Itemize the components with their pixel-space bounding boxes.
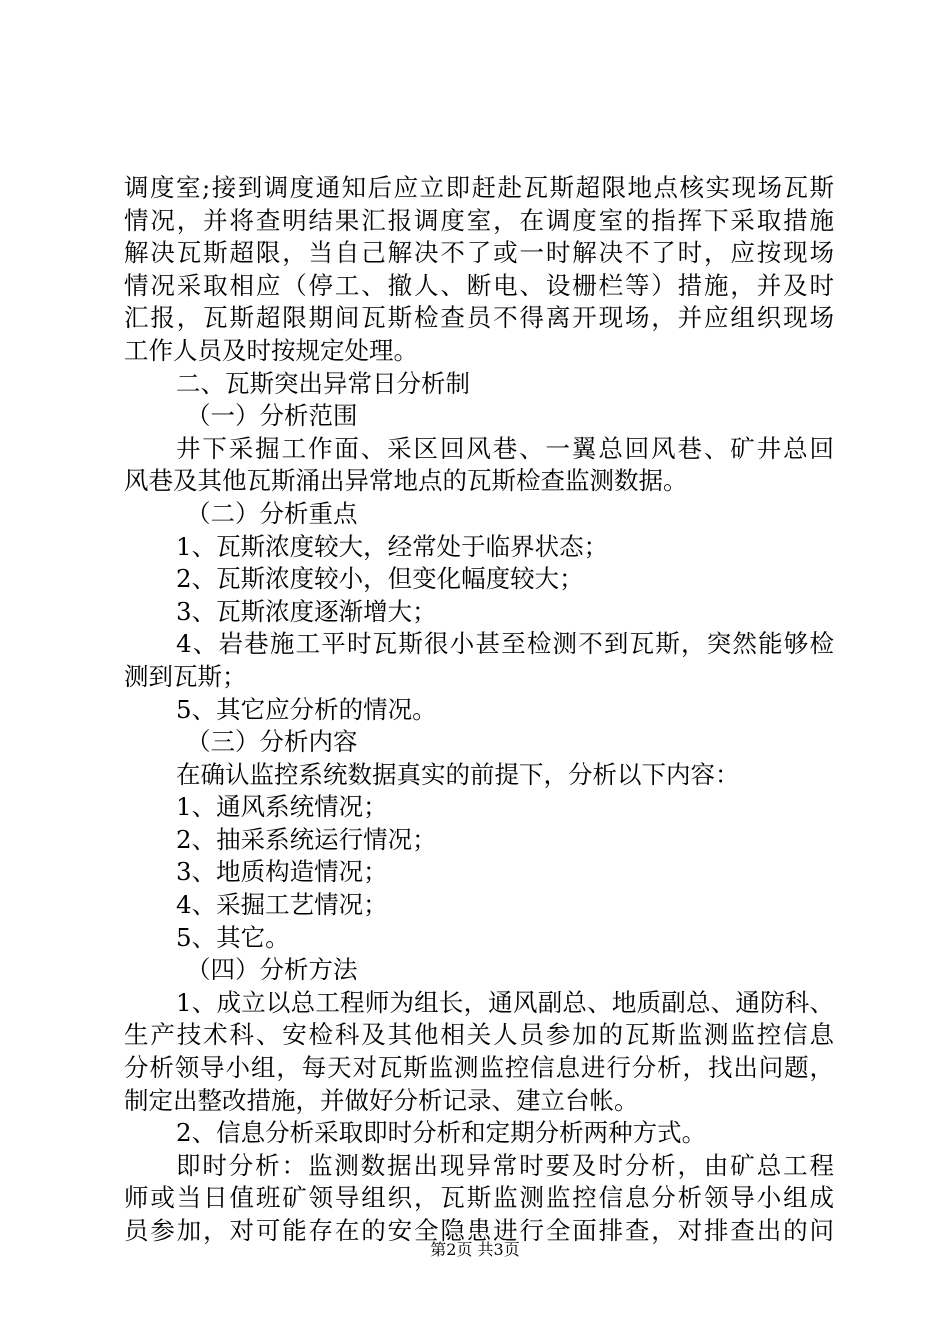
text-line: 测到瓦斯；	[124, 661, 247, 691]
subsection-heading: （三）分析内容	[186, 727, 358, 757]
text-line: 井下采掘工作面、采区回风巷、一翼总回风巷、矿井总回	[176, 433, 834, 463]
list-item: 5、其它应分析的情况。	[176, 694, 437, 724]
text-line: 生产技术科、安检科及其他相关人员参加的瓦斯监测监控信息	[124, 1020, 834, 1050]
text-line: 工作人员及时按规定处理。	[124, 335, 418, 365]
subsection-heading: （一）分析范围	[186, 401, 358, 431]
text-line: 员参加，对可能存在的安全隐患进行全面排查，对排查出的问	[124, 1216, 834, 1245]
list-item: 2、瓦斯浓度较小，但变化幅度较大；	[176, 564, 584, 594]
list-item: 3、瓦斯浓度逐渐增大；	[176, 596, 437, 626]
text-line: 调度室;接到调度通知后应立即赶赴瓦斯超限地点核实现场瓦斯	[124, 173, 834, 202]
list-item: 2、信息分析采取即时分析和定期分析两种方式。	[176, 1118, 707, 1148]
text-line: 师或当日值班矿领导组织，瓦斯监测监控信息分析领导小组成	[124, 1183, 834, 1213]
text-line: 情况采取相应（停工、撤人、断电、设栅栏等）措施，并及时	[124, 270, 834, 300]
list-item: 4、岩巷施工平时瓦斯很小甚至检测不到瓦斯，突然能够检	[176, 629, 834, 659]
list-item: 1、瓦斯浓度较大，经常处于临界状态；	[176, 531, 609, 561]
text-line: 制定出整改措施，并做好分析记录、建立台帐。	[124, 1085, 639, 1115]
text-line: 风巷及其他瓦斯涌出异常地点的瓦斯检查监测数据。	[124, 466, 688, 496]
text-line: 情况，并将查明结果汇报调度室，在调度室的指挥下采取措施	[124, 205, 834, 235]
subsection-heading: （二）分析重点	[186, 498, 358, 528]
section-heading: 二、瓦斯突出异常日分析制	[176, 368, 470, 398]
list-item: 1、成立以总工程师为组长，通风副总、地质副总、通防科、	[176, 987, 834, 1017]
list-item: 3、地质构造情况；	[176, 857, 388, 887]
text-line: 解决瓦斯超限，当自己解决不了或一时解决不了时，应按现场	[124, 238, 834, 268]
document-body	[124, 172, 834, 1248]
list-item: 5、其它。	[176, 922, 290, 952]
text-line: 汇报，瓦斯超限期间瓦斯检查员不得离开现场，并应组织现场	[124, 303, 834, 333]
list-item: 2、抽采系统运行情况；	[176, 824, 437, 854]
list-item: 1、通风系统情况；	[176, 792, 388, 822]
subsection-heading: （四）分析方法	[186, 955, 358, 985]
text-line: 分析领导小组，每天对瓦斯监测监控信息进行分析，找出问题，	[124, 1053, 834, 1083]
text-line: 即时分析：监测数据出现异常时要及时分析，由矿总工程	[176, 1150, 834, 1180]
list-item: 4、采掘工艺情况；	[176, 890, 388, 920]
text-line: 在确认监控系统数据真实的前提下，分析以下内容：	[176, 759, 740, 789]
page-footer: 第2页 共3页	[430, 1240, 520, 1259]
